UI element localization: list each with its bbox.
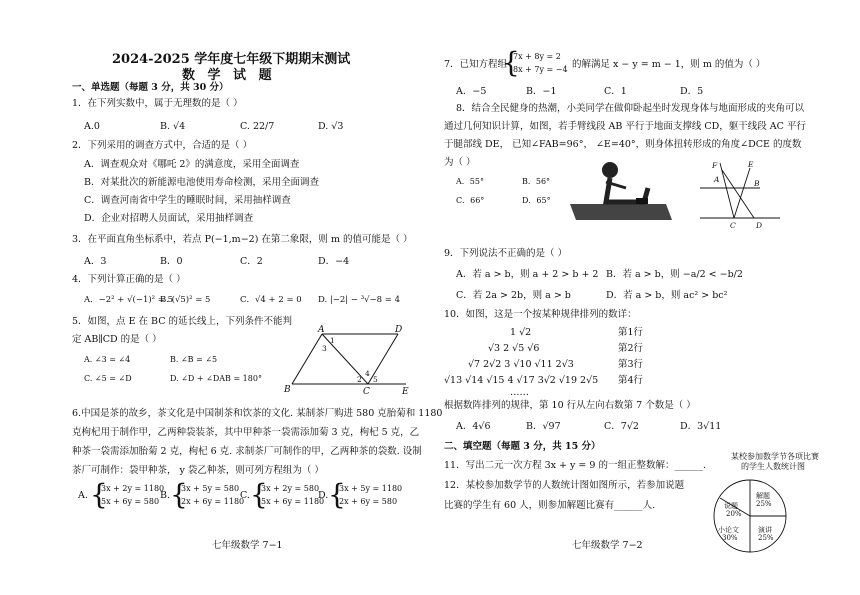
- q1-option-b: B. √4: [160, 121, 186, 132]
- q8-line2: 通过几何知识计算，如图，若手臂线段 AB 平行于地面支撑线 CD，躯干线段 AC 平行: [444, 121, 806, 132]
- q10-row3-label: 第3行: [618, 359, 644, 370]
- q10-option-b: B．√97: [526, 421, 561, 432]
- q6-b-eq1: 3x + 5y = 580: [181, 484, 240, 493]
- q7-eq1: 7x + 8y = 2: [513, 52, 561, 61]
- q9-option-a: A．若 a > b，则 a + 2 > b + 2: [456, 269, 599, 280]
- q5-angle-3: 3: [322, 344, 327, 353]
- q7-brace: {: [502, 46, 520, 79]
- q12-line1: 12．某校参加数学节的人数统计图如图所示，若参加说题: [444, 480, 685, 491]
- q8-line4: 为（ ）: [444, 157, 476, 168]
- q3-stem: 3．在平面直角坐标系中，若点 P(−1,m−2) 在第二象限，则 m 的值可能是（ ）: [72, 234, 413, 245]
- q2-option-d: D．企业对招聘人员面试，采用抽样调查: [84, 213, 254, 224]
- q9-option-b: B．若 a > b，则 −a/2 < −b/2: [606, 269, 743, 280]
- q6-brace-b: {: [170, 478, 188, 511]
- q4-option-b: B. (√5)² = 5: [160, 295, 211, 305]
- left-footer: 七年级数学 7−1: [212, 540, 283, 551]
- q10-question: 根据数阵排列的规律，第 10 行从左向右数第 7 个数是（ ）: [444, 400, 696, 411]
- q6-c-eq1: 3x + 2y = 580: [261, 484, 320, 493]
- q5-angle-4: 4: [365, 369, 370, 378]
- q7-option-a: A．−5: [456, 86, 487, 97]
- q5-option-b: B. ∠B = ∠5: [170, 355, 218, 364]
- q10-row3-values: √7 2√2 3 √10 √11 2√3: [468, 359, 574, 370]
- q5-stem-line1: 5．如图，点 E 在 BC 的延长线上，下列条件不能判: [72, 316, 292, 327]
- exam-subtitle: 数 学 试 题: [182, 68, 276, 83]
- q6-option-a: [72, 478, 165, 512]
- q6-option-c-label: C.: [240, 490, 250, 501]
- q5-label-a: A: [318, 325, 325, 335]
- q5-stem-line2: 定 AB∥CD 的是（ ）: [72, 334, 162, 345]
- q11-stem: 11．写出二元一次方程 3x + y = 9 的一组正整数解：______.: [444, 460, 706, 471]
- q6-line3: 种茶一袋需添加胎菊 2 克，枸杞 6 克. 求制茶厂可制作的甲，乙两种茶的袋数. 设制: [72, 446, 422, 457]
- q10-option-d: D．3√11: [680, 421, 722, 432]
- q3-option-a: A．3: [84, 256, 107, 267]
- q1-option-c: C. 22/7: [240, 121, 275, 132]
- q1-option-a: A.0: [84, 121, 100, 132]
- q7-option-d: D．5: [680, 86, 704, 97]
- q3-option-d: D．−4: [318, 256, 350, 267]
- q1-option-d: D. √3: [318, 121, 344, 132]
- q10-row1-label: 第1行: [618, 327, 644, 338]
- q6-line2: 克枸杞用于制作甲，乙两种袋装茶，其中甲种茶一袋需添加菊 3 克，枸杞 5 克，乙: [72, 427, 420, 438]
- q7-option-b: B．−1: [526, 86, 557, 97]
- line-ad: [722, 170, 754, 218]
- q7-stem-b: 的解满足 x − y = m − 1，则 m 的值为（ ）: [572, 59, 766, 70]
- q3-option-b: B．0: [160, 256, 183, 267]
- q2-option-c: C．调查河南省中学生的睡眠时间，采用抽样调查: [84, 195, 291, 206]
- right-footer: 七年级数学 7−2: [572, 540, 643, 551]
- q8-label-c: C: [730, 221, 736, 230]
- q9-stem: 9．下列说法不正确的是（ ）: [444, 248, 568, 259]
- q7-eq2: 8x + 7y = −4: [513, 65, 568, 74]
- q8-option-c: C．66°: [456, 196, 485, 205]
- q6-d-eq1: 3x + 5y = 1180: [339, 484, 403, 493]
- q10-option-a: A．4√6: [456, 421, 491, 432]
- q9-option-c: C．若 2a > 2b，则 a > b: [456, 290, 571, 301]
- q6-option-b: [160, 478, 248, 512]
- line-ce: [734, 168, 750, 218]
- q5-angle-5: 5: [373, 375, 378, 384]
- q2-option-b: B．对某批次的新能源电池使用寿命检测，采用全面调查: [84, 177, 319, 188]
- q7-stem-a: 7．已知方程组: [444, 59, 508, 70]
- q10-row2-label: 第2行: [618, 343, 644, 354]
- pie-pct-yanjiang: 25%: [758, 534, 774, 542]
- exam-title: 2024-2025 学年度七年级下期期末测试: [112, 52, 351, 67]
- section-single-choice: 一、单选题（每题 3 分，共 30 分）: [72, 82, 229, 93]
- q3-option-c: C．2: [240, 256, 263, 267]
- q5-option-c: C. ∠5 = ∠D: [84, 374, 132, 383]
- situp-illustration: [566, 158, 678, 222]
- q6-option-a-label: A.: [78, 490, 88, 501]
- q5-angle-2: 2: [357, 375, 362, 384]
- q6-option-b-label: B.: [160, 490, 171, 501]
- q8-option-d: D．65°: [522, 196, 551, 205]
- q6-b-eq2: 2x + 6y = 1180: [181, 497, 245, 506]
- q10-row2-values: √3 2 √5 √6: [488, 343, 540, 354]
- q2-option-a: A．调查观众对《哪吒 2》的满意度，采用全面调查: [84, 159, 300, 170]
- pie-label-jieti: 解题: [756, 492, 770, 500]
- q6-brace-a: {: [90, 478, 108, 511]
- q6-c-eq2: 5x + 6y = 1180: [261, 497, 325, 506]
- q12-line2: 比赛的学生有 60 人，则参加解题比赛有______人.: [444, 500, 656, 511]
- q10-stem: 10．如图，这是一个按某种规律排列的数详：: [444, 309, 637, 320]
- section-fill-blank: 二、填空题（每题 3 分，共 15 分）: [444, 441, 601, 452]
- person-head: [602, 162, 618, 178]
- q8-label-b: B: [754, 179, 760, 188]
- q8-line1: 8．结合全民健身的热潮，小美同学在做仰卧起坐时发现身体与地面形成的夹角可以: [456, 103, 805, 114]
- q8-figure: [690, 158, 800, 230]
- q5-label-d: D: [395, 325, 403, 335]
- q6-brace-d: {: [328, 478, 346, 511]
- q2-stem: 2．下列采用的调查方式中，合适的是（ ）: [72, 140, 253, 151]
- pie-chart: [708, 474, 792, 558]
- q8-label-f: F: [712, 161, 718, 170]
- pie-title-line2: 的学生人数统计图: [741, 462, 805, 471]
- line-fc: [720, 163, 734, 218]
- q6-a-eq1: 3x + 2y = 1180: [101, 484, 165, 493]
- q8-option-b: B．56°: [522, 177, 551, 186]
- q5-label-e: E: [402, 387, 409, 397]
- pie-pct-jieti: 25%: [756, 500, 772, 508]
- q7-option-c: C．1: [604, 86, 627, 97]
- pie-label-xiaolunwen: 小论文: [718, 526, 739, 534]
- q6-line4: 茶厂可制作：袋甲种茶， y 袋乙种茶，则可列方程组为（ ）: [72, 465, 324, 476]
- pie-label-yanjiang: 演讲: [758, 526, 772, 534]
- pie-title-line1: 某校参加数学节各项比赛: [731, 452, 819, 461]
- person-foot: [636, 198, 648, 204]
- q10-option-c: C．7√2: [604, 421, 639, 432]
- q8-label-e: E: [748, 160, 754, 169]
- q10-row4-values: √13 √14 √15 4 √17 3√2 √19 2√5: [444, 375, 599, 386]
- q10-row1-values: 1 √2: [510, 327, 532, 338]
- q8-option-a: A．55°: [456, 177, 484, 186]
- q6-brace-c: {: [250, 478, 268, 511]
- q5-label-c: C: [363, 387, 370, 397]
- right-page: [430, 0, 860, 595]
- q6-d-eq2: 2x + 6y = 580: [339, 497, 398, 506]
- q4-option-c: C．√4 + 2 = 0: [240, 295, 302, 305]
- q6-a-eq2: 5x + 6y = 580: [101, 497, 160, 506]
- q4-stem: 4．下列计算正确的是（ ）: [72, 274, 186, 285]
- pie-label-shuoti: 说题: [724, 502, 738, 510]
- q9-option-d: D．若 a > b，则 ac² > bc²: [606, 290, 728, 301]
- exercise-mat: [570, 204, 672, 220]
- q6-line1: 6.中国是茶的故乡，茶文化是中国制茶和饮茶的文化. 某制茶厂购进 580 克胎菊和 1180: [72, 408, 443, 419]
- q5-angle-1: 1: [330, 336, 335, 345]
- q6-option-d-label: D.: [318, 490, 329, 501]
- q5-figure: [280, 322, 420, 397]
- q5-option-d: D. ∠D + ∠DAB = 180°: [170, 374, 262, 383]
- q5-label-b: B: [284, 385, 291, 395]
- q8-label-a: A: [714, 175, 720, 184]
- q4-option-a: A．−2² + √(−1)² = 5: [84, 295, 174, 305]
- q10-ellipsis: ……: [510, 387, 529, 398]
- q8-label-d: D: [756, 221, 763, 230]
- q6-option-d: [318, 478, 418, 512]
- q8-line3: 于腿部线 DE， 已知∠FAB=96°， ∠E=40°，则身体扭转形成的角度∠DCE 的度数: [444, 139, 802, 150]
- q10-row4-label: 第4行: [618, 375, 644, 386]
- q6-option-c: [240, 478, 328, 512]
- q1-stem: 1．在下列实数中，属于无理数的是（ ）: [72, 98, 243, 109]
- pie-pct-xiaolunwen: 30%: [722, 534, 738, 542]
- q5-option-a: A. ∠3 = ∠4: [84, 355, 131, 364]
- pie-pct-shuoti: 20%: [726, 510, 742, 518]
- q4-option-d: D. |−2| − ³√−8 = 4: [318, 295, 400, 305]
- line-ab: [292, 334, 322, 384]
- q7-stem: [444, 46, 844, 80]
